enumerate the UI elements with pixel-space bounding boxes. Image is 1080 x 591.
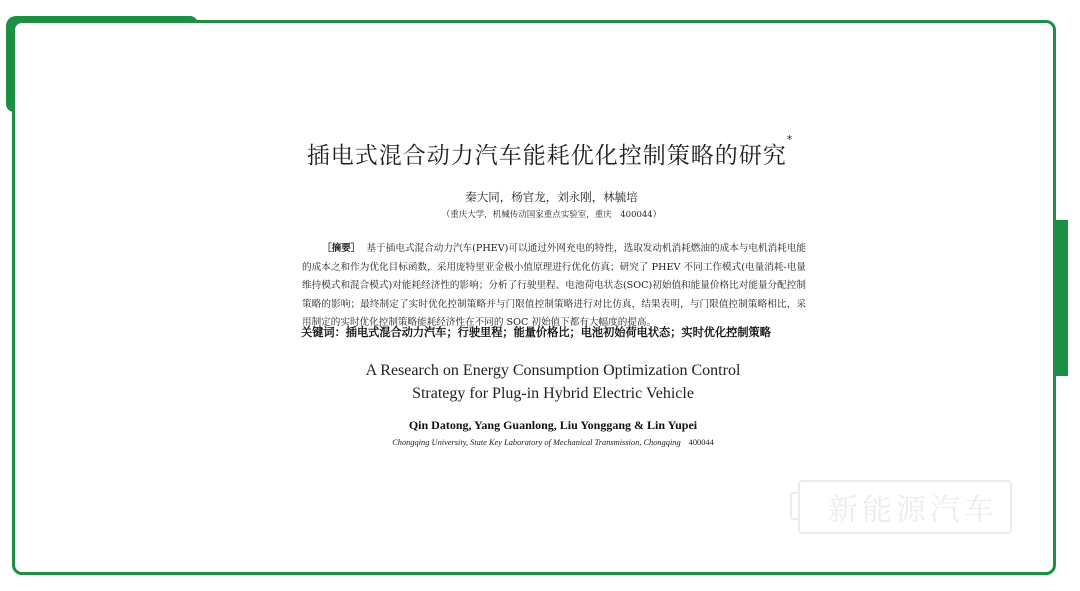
chinese-title-text: 插电式混合动力汽车能耗优化控制策略的研究 — [306, 143, 787, 169]
keywords-label: 关键词： — [301, 326, 346, 339]
english-title-line1: A Research on Energy Consumption Optimization Control — [365, 362, 741, 379]
abstract-text: 基于插电式混合动力汽车(PHEV)可以通过外网充电的特性，选取发动机消耗燃油的成本与电机消耗电能的成本之和作为优化目标函数，采用庞特里亚金极小值原理进行优化仿真；研究了 PHEV 不同工作模式(电量消耗-电量维持模式和混合模式)对能耗经济性的影响；分析了行驶里程、电池荷电状态(SOC)初始值和能量价格比对能量分配控制策略的影响；最终制定了实时优化控制策略并与门限值控制策略进行对比仿真，结果表明，与门限值控制策略相比，采用制定的实时优化控制策略能耗经济性在不同的 SOC 初始值下都有大幅度的提高。 — [302, 243, 807, 329]
title-footnote-mark: * — [786, 133, 794, 146]
keywords-text: 插电式混合动力汽车；行驶里程；能量价格比；电池初始荷电状态；实时优化控制策略 — [345, 326, 771, 339]
watermark-logo — [798, 480, 1012, 534]
english-affiliation — [0, 438, 1080, 447]
chinese-title — [0, 133, 1080, 170]
chinese-affiliation: （重庆大学，机械传动国家重点实验室，重庆 400044） — [441, 210, 662, 220]
english-affiliation-text: Chongqing University, State Key Laboratory of Mechanical Transmission, Chongqing — [392, 438, 681, 447]
chinese-abstract — [302, 240, 806, 333]
chinese-authors: 秦大同，杨官龙，刘永刚，林毓培 — [465, 190, 638, 204]
english-zip: 400044 — [688, 438, 714, 447]
abstract-label: ［摘要］ — [322, 243, 361, 254]
english-authors: Qin Datong, Yang Guanlong, Liu Yonggang & Lin Yupei — [408, 418, 698, 432]
watermark-text: 新能源汽车 — [828, 493, 998, 528]
chinese-keywords — [301, 324, 821, 340]
english-title-line2: Strategy for Plug-in Hybrid Electric Vehicle — [412, 385, 694, 402]
english-title — [0, 359, 1080, 405]
